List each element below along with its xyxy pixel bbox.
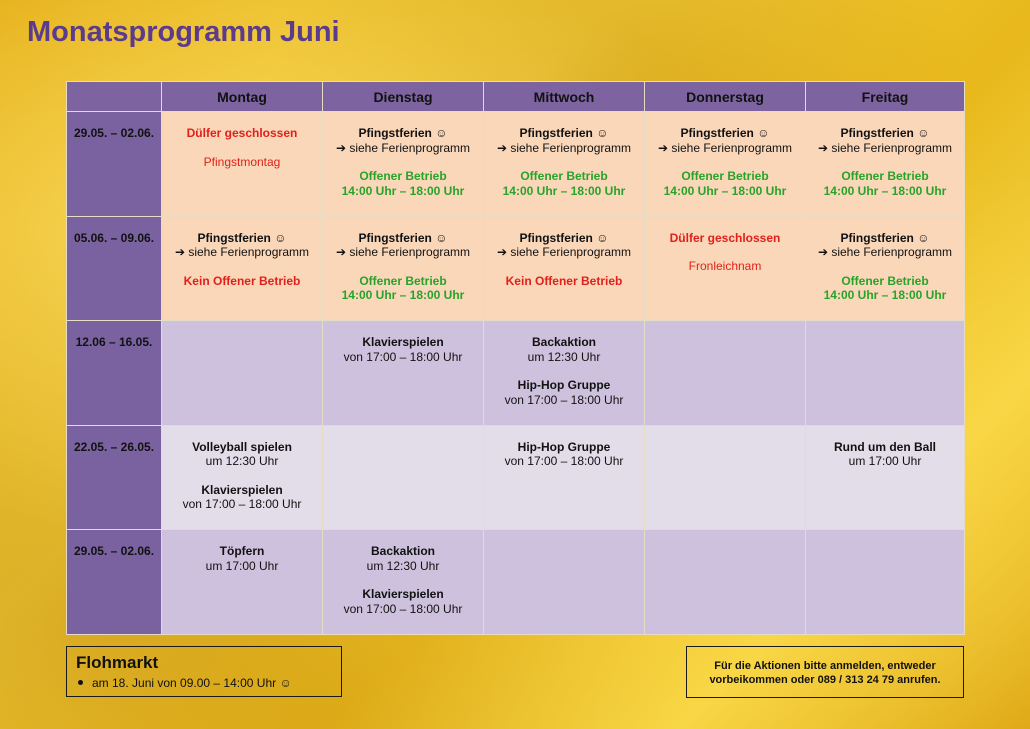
week-label: 12.06 – 16.05. — [67, 321, 162, 426]
event-line: von 17:00 – 18:00 Uhr — [182, 497, 302, 512]
event-block — [484, 169, 644, 198]
day-cell — [323, 321, 484, 426]
event-block — [323, 335, 483, 364]
header-row — [67, 82, 965, 112]
event-line: um 17:00 Uhr — [205, 558, 279, 573]
day-cell — [323, 425, 484, 530]
event-block — [484, 274, 644, 289]
event-block — [645, 126, 805, 155]
day-header: Dienstag — [323, 82, 484, 112]
event-block — [323, 587, 483, 616]
day-cell — [484, 216, 645, 321]
event-block — [162, 440, 322, 469]
event-line: Pfingstferien ☺ — [840, 230, 930, 245]
day-cell — [484, 425, 645, 530]
day-cell — [162, 216, 323, 321]
event-block — [323, 544, 483, 573]
week-label: 29.05. – 02.06. — [67, 112, 162, 217]
day-cell — [323, 112, 484, 217]
event-line: Backaktion — [370, 544, 436, 559]
flohmarkt-box — [66, 646, 342, 697]
day-header: Freitag — [806, 82, 965, 112]
flohmarkt-heading: Flohmarkt — [76, 653, 159, 672]
week-row — [67, 321, 965, 426]
event-line: ➔ siehe Ferienprogramm — [335, 140, 471, 155]
event-line: Kein Offener Betrieb — [505, 273, 623, 288]
day-cell — [323, 530, 484, 635]
header-corner — [67, 82, 162, 112]
week-row — [67, 112, 965, 217]
event-block — [162, 483, 322, 512]
event-line: ➔ siehe Ferienprogramm — [335, 245, 471, 260]
event-line: Pfingstferien ☺ — [197, 230, 287, 245]
event-line: ➔ siehe Ferienprogramm — [657, 140, 793, 155]
event-block — [484, 335, 644, 364]
event-block — [806, 169, 964, 198]
notice-line: Für die Aktionen bitte anmelden, entweder — [714, 660, 936, 672]
event-line: Hip-Hop Gruppe — [517, 378, 611, 393]
day-cell — [484, 530, 645, 635]
event-line: Hip-Hop Gruppe — [517, 439, 611, 454]
event-block — [645, 259, 805, 274]
day-cell — [323, 216, 484, 321]
event-line: Offener Betrieb — [359, 273, 447, 288]
event-line: Pfingstferien ☺ — [519, 126, 609, 140]
week-row — [67, 425, 965, 530]
event-line: Kein Offener Betrieb — [183, 273, 301, 288]
event-line: um 17:00 Uhr — [848, 454, 922, 469]
event-line: ➔ siehe Ferienprogramm — [496, 140, 632, 155]
flohmarkt-item — [76, 676, 332, 690]
event-block — [645, 231, 805, 246]
day-cell — [484, 321, 645, 426]
week-label: 05.06. – 09.06. — [67, 216, 162, 321]
event-block — [484, 440, 644, 469]
registration-notice — [686, 646, 964, 698]
week-label: 29.05. – 02.06. — [67, 530, 162, 635]
event-line: ➔ siehe Ferienprogramm — [174, 245, 310, 260]
event-block — [323, 126, 483, 155]
day-cell — [645, 216, 806, 321]
event-line: Pfingstferien ☺ — [519, 230, 609, 245]
day-cell — [162, 530, 323, 635]
event-line: von 17:00 – 18:00 Uhr — [343, 349, 463, 364]
week-row — [67, 216, 965, 321]
event-block — [806, 126, 964, 155]
event-line: ➔ siehe Ferienprogramm — [817, 245, 953, 260]
day-cell — [645, 530, 806, 635]
event-block — [323, 231, 483, 260]
event-line: Offener Betrieb — [359, 169, 447, 183]
day-cell — [162, 112, 323, 217]
event-line: Volleyball spielen — [192, 439, 292, 454]
event-line: 14:00 Uhr – 18:00 Uhr — [341, 183, 465, 198]
day-cell — [806, 530, 965, 635]
schedule-table — [66, 81, 965, 635]
event-line: Backaktion — [531, 335, 597, 350]
event-line: um 12:30 Uhr — [366, 558, 440, 573]
event-line: um 12:30 Uhr — [205, 454, 279, 469]
event-block — [162, 155, 322, 170]
notice-line: vorbeikommen oder 089 / 313 24 79 anrufen. — [709, 674, 941, 686]
event-line: 14:00 Uhr – 18:00 Uhr — [341, 288, 465, 303]
event-block — [162, 126, 322, 141]
event-block — [806, 440, 964, 469]
day-header: Montag — [162, 82, 323, 112]
day-cell — [645, 321, 806, 426]
event-block — [484, 378, 644, 407]
event-block — [323, 274, 483, 303]
event-line: Pfingstferien ☺ — [680, 126, 770, 140]
flohmarkt-item-text: am 18. Juni von 09.00 – 14:00 Uhr ☺ — [92, 676, 292, 690]
day-cell — [806, 425, 965, 530]
day-cell — [162, 321, 323, 426]
day-header: Mittwoch — [484, 82, 645, 112]
event-line: Offener Betrieb — [681, 169, 769, 183]
event-line: Offener Betrieb — [520, 169, 608, 183]
day-cell — [806, 321, 965, 426]
event-line: Dülfer geschlossen — [186, 126, 298, 140]
event-line: Klavierspielen — [201, 482, 283, 497]
bullet-icon — [78, 680, 83, 685]
event-line: Pfingstferien ☺ — [358, 126, 448, 140]
event-line: 14:00 Uhr – 18:00 Uhr — [663, 183, 787, 198]
event-block — [162, 274, 322, 289]
day-cell — [645, 425, 806, 530]
event-line: Klavierspielen — [362, 587, 444, 602]
event-line: Fronleichnam — [688, 259, 762, 274]
event-line: um 12:30 Uhr — [527, 349, 601, 364]
day-cell — [484, 112, 645, 217]
day-cell — [645, 112, 806, 217]
event-line: Pfingstferien ☺ — [358, 230, 448, 245]
event-line: Klavierspielen — [362, 335, 444, 350]
event-block — [484, 126, 644, 155]
event-block — [162, 231, 322, 260]
event-line: Rund um den Ball — [834, 439, 936, 454]
event-line: 14:00 Uhr – 18:00 Uhr — [823, 183, 947, 198]
event-line: 14:00 Uhr – 18:00 Uhr — [502, 183, 626, 198]
event-block — [806, 274, 964, 303]
event-block — [806, 231, 964, 260]
event-line: Pfingstferien ☺ — [840, 126, 930, 140]
day-header: Donnerstag — [645, 82, 806, 112]
event-line: ➔ siehe Ferienprogramm — [496, 245, 632, 260]
event-block — [645, 169, 805, 198]
event-block — [323, 169, 483, 198]
event-line: Offener Betrieb — [841, 169, 929, 183]
event-line: Dülfer geschlossen — [669, 230, 781, 245]
event-line: von 17:00 – 18:00 Uhr — [504, 392, 624, 407]
event-line: von 17:00 – 18:00 Uhr — [504, 454, 624, 469]
day-cell — [806, 216, 965, 321]
day-cell — [162, 425, 323, 530]
day-cell — [806, 112, 965, 217]
week-row — [67, 530, 965, 635]
event-block — [484, 231, 644, 260]
event-block — [162, 544, 322, 573]
event-line: Offener Betrieb — [841, 273, 929, 288]
page-title: Monatsprogramm Juni — [27, 16, 340, 48]
event-line: von 17:00 – 18:00 Uhr — [343, 601, 463, 616]
event-line: Töpfern — [219, 544, 265, 559]
event-line: Pfingstmontag — [203, 154, 281, 169]
week-label: 22.05. – 26.05. — [67, 425, 162, 530]
event-line: 14:00 Uhr – 18:00 Uhr — [823, 288, 947, 303]
event-line: ➔ siehe Ferienprogramm — [817, 140, 953, 155]
